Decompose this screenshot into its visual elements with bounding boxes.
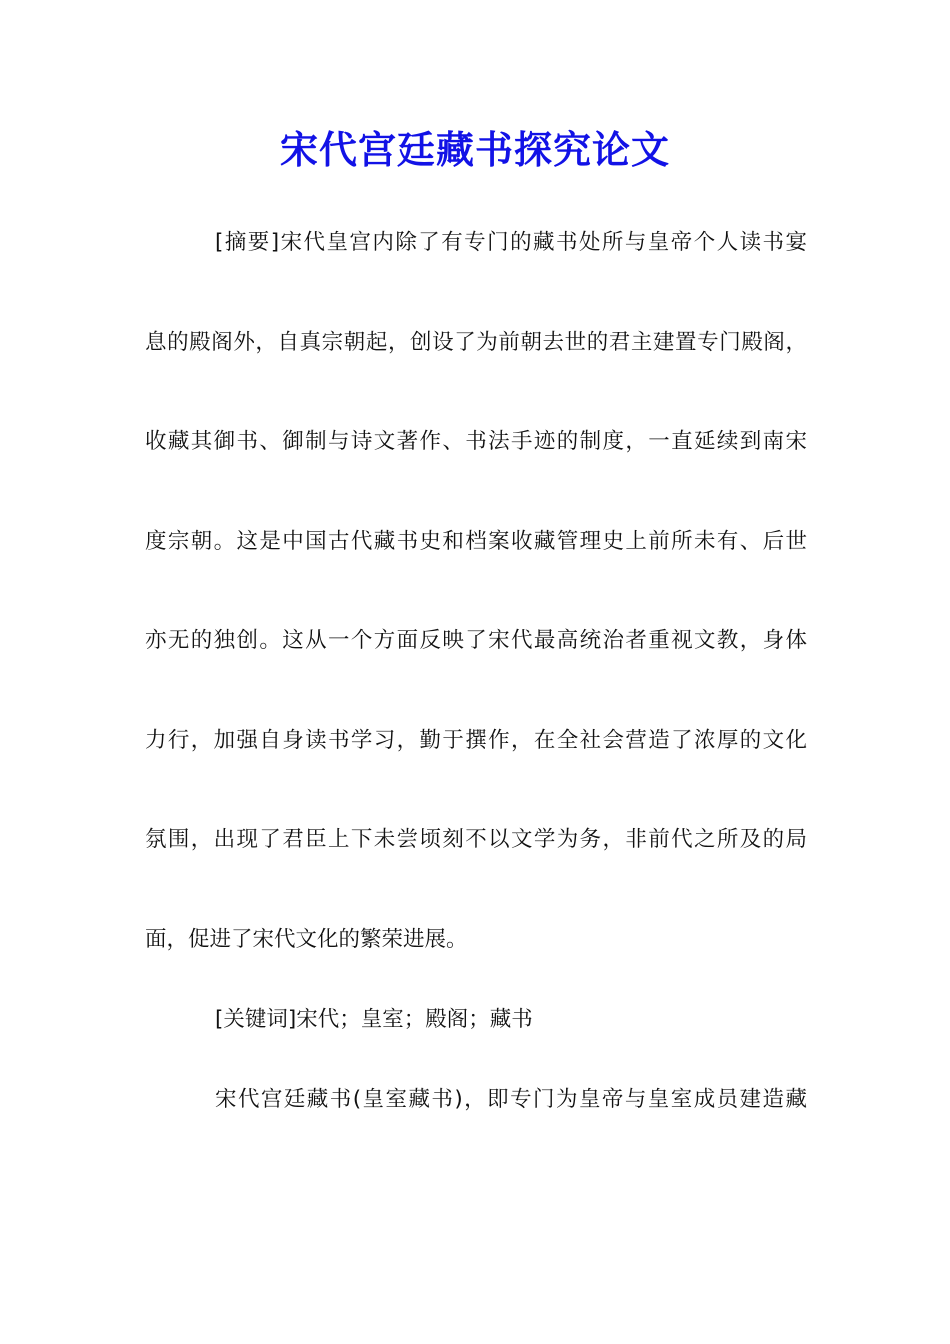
abstract-line-1: [摘要]宋代皇宫内除了有专门的藏书处所与皇帝个人读书宴 [215, 230, 807, 255]
abstract-line-4: 度宗朝。这是中国古代藏书史和档案收藏管理史上前所未有、后世 [145, 529, 807, 554]
document-title: 宋代宫廷藏书探究论文 [279, 127, 670, 172]
body-paragraph-line-1: 宋代宫廷藏书(皇室藏书)，即专门为皇帝与皇室成员建造藏 [215, 1087, 807, 1112]
abstract-line-5: 亦无的独创。这从一个方面反映了宋代最高统治者重视文教，身体 [145, 628, 807, 653]
abstract-line-2: 息的殿阁外，自真宗朝起，创设了为前朝去世的君主建置专门殿阁， [145, 330, 807, 355]
abstract-line-3: 收藏其御书、御制与诗文著作、书法手迹的制度，一直延续到南宋 [145, 429, 807, 454]
abstract-line-7: 氛围，出现了君臣上下未尝顷刻不以文学为务，非前代之所及的局 [145, 827, 807, 852]
abstract-line-6: 力行，加强自身读书学习，勤于撰作，在全社会营造了浓厚的文化 [145, 728, 807, 753]
abstract-line-8: 面，促进了宋代文化的繁荣进展。 [145, 927, 468, 952]
keywords-line: [关键词]宋代；皇室；殿阁；藏书 [215, 1007, 533, 1032]
